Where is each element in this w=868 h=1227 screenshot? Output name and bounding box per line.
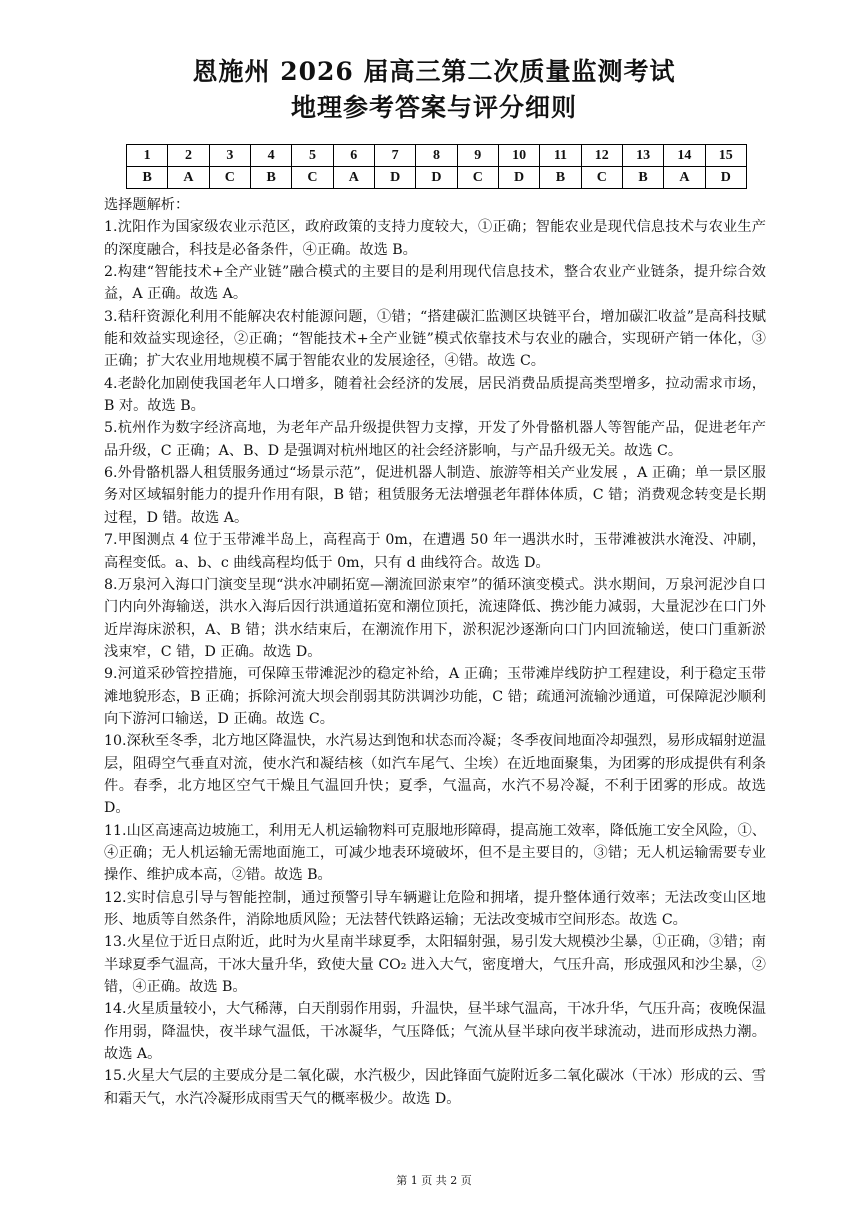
explanation-paragraph: 13.火星位于近日点附近，此时为火星南半球夏季，太阳辐射强，易引发大规模沙尘暴，①正确，③错；南半球夏季气温高，干冰大量升华，致使大量 CO₂ 进入大气，密度增大，气压升高，形成强风和沙尘暴，②错，④正确。故选 B。 xyxy=(104,934,766,996)
question-number: 8 xyxy=(416,145,457,167)
answer-letter: C xyxy=(581,167,622,189)
answer-letter: C xyxy=(292,167,333,189)
explanation-paragraph: 1.沈阳作为国家级农业示范区，政府政策的支持力度较大，①正确；智能农业是现代信息技术与农业生产的深度融合，科技是必备条件，④正确。故选 B。 xyxy=(104,219,766,258)
explanation-paragraph: 2.构建“智能技术+全产业链”融合模式的主要目的是利用现代信息技术，整合农业产业链条，提升综合效益，A 正确。故选 A。 xyxy=(104,264,766,303)
document-title: 恩施州 2026 届高三第二次质量监测考试 xyxy=(192,57,676,86)
answer-letter: D xyxy=(705,167,746,189)
answer-letter: A xyxy=(664,167,705,189)
explanation-paragraph: 4.老龄化加剧使我国老年人口增多，随着社会经济的发展，居民消费品质提高类型增多，拉动需求市场，B 对。故选 B。 xyxy=(104,375,766,415)
answer-letter: C xyxy=(457,167,498,189)
question-number: 5 xyxy=(292,145,333,167)
question-number: 12 xyxy=(581,145,622,167)
question-number: 15 xyxy=(705,145,746,167)
question-number: 14 xyxy=(664,145,705,167)
question-number: 10 xyxy=(498,145,539,167)
explanation-paragraph: 9.河道采砂管控措施，可保障玉带滩泥沙的稳定补给，A 正确；玉带滩岸线防护工程建设，利于稳定玉带滩地貌形态，B 正确；拆除河流大坝会削弱其防洪调沙功能，C 错；疏通河流输沙通道，可保障泥沙顺利向下游河口输送，D 正确。故选 C。 xyxy=(104,666,766,727)
explanation-paragraph: 7.甲图测点 4 位于玉带滩半岛上，高程高于 0m，在遭遇 50 年一遇洪水时，玉带滩被洪水淹没、冲刷，高程变低。a、b、c 曲线高程均低于 0m，只有 d 曲线符合。故选 D。 xyxy=(104,532,766,571)
explanation-paragraph: 6.外骨骼机器人租赁服务通过“场景示范”，促进机器人制造、旅游等相关产业发展 ，A 正确；单一景区服务对区域辐射能力的提升作用有限，B 错；租赁服务无法增强老年群体体质，C 错；消费观念转变是长期过程，D 错。故选 A。 xyxy=(104,465,766,526)
question-number-row xyxy=(127,145,747,167)
explanation-paragraph: 12.实时信息引导与智能控制，通过预警引导车辆避让危险和拥堵，提升整体通行效率；无法改变山区地形、地质等自然条件，消除地质风险；无法替代铁路运输；无法改变城市空间形态。故选 C。 xyxy=(104,889,766,928)
answer-letter: B xyxy=(540,167,581,189)
page-footer: 第 1 页 共 2 页 xyxy=(396,1174,472,1187)
explanation-paragraph: 5.杭州作为数字经济高地，为老年产品升级提供智力支撑，开发了外骨骼机器人等智能产品，促进老年产品升级，C 正确；A、B、D 是强调对杭州地区的社会经济影响，与产品升级无关。故选 C。 xyxy=(104,420,766,459)
answer-letter: D xyxy=(374,167,415,189)
question-number: 9 xyxy=(457,145,498,167)
answer-key-table xyxy=(126,144,747,189)
question-number: 2 xyxy=(168,145,209,167)
answer-letter: B xyxy=(622,167,663,189)
explanation-paragraph: 14.火星质量较小，大气稀薄，白天削弱作用弱，升温快，昼半球气温高，干冰升华，气压升高；夜晚保温作用弱，降温快，夜半球气温低，干冰凝华，气压降低；气流从昼半球向夜半球流动，进而形成热力潮。故选 A。 xyxy=(104,1001,766,1063)
answer-letter: A xyxy=(168,167,209,189)
explanation-paragraph: 15.火星大气层的主要成分是二氧化碳，水汽极少，因此锋面气旋附近多二氧化碳冰（干冰）形成的云、雪和霜天气，水汽冷凝形成雨雪天气的概率极少。故选 D。 xyxy=(104,1068,766,1107)
answer-letter: A xyxy=(333,167,374,189)
answer-letter: D xyxy=(416,167,457,189)
answer-letter: D xyxy=(498,167,539,189)
answer-letter: C xyxy=(209,167,250,189)
answer-letter: B xyxy=(250,167,291,189)
question-number: 13 xyxy=(622,145,663,167)
question-number: 4 xyxy=(250,145,291,167)
explanation-paragraph: 8.万泉河入海口门演变呈现“洪水冲刷拓宽—潮流回淤束窄”的循环演变模式。洪水期间，万泉河泥沙自口门内向外海输送，洪水入海后因行洪通道拓宽和潮位顶托，流速降低、携沙能力减弱，大量泥沙在口门外近岸海床淤积，A、B 错；洪水结束后，在潮流作用下，淤积泥沙逐渐向口门内回流输送，使口门重新淤浅束窄，C 错，D 正确。故选 D。 xyxy=(104,576,766,660)
explanation-paragraph: 11.山区高速高边坡施工，利用无人机运输物料可克服地形障碍，提高施工效率，降低施工安全风险，①、④正确；无人机运输无需地面施工，可减少地表环境破坏，但不是主要目的，③错；无人机运输需要专业操作、维护成本高，②错。故选 B。 xyxy=(104,822,766,884)
question-number: 1 xyxy=(127,145,168,167)
explanations-section xyxy=(104,194,766,1110)
explanation-paragraph: 10.深秋至冬季，北方地区降温快，水汽易达到饱和状态而冷凝；冬季夜间地面冷却强烈，易形成辐射逆温层，阻碍空气垂直对流，使水汽和凝结核（如汽车尾气、尘埃）在近地面聚集，为团雾的形成提供有利条件。春季，北方地区空气干燥且气温回升快；夏季，气温高，水汽不易冷凝，不利于团雾的形成。故选 D。 xyxy=(104,733,766,817)
answer-letter-row xyxy=(127,167,747,189)
question-number: 3 xyxy=(209,145,250,167)
explanation-paragraph: 3.秸秆资源化利用不能解决农村能源问题，①错；“搭建碳汇监测区块链平台，增加碳汇收益”是高科技赋能和效益实现途径，②正确；“智能技术+全产业链”模式依靠技术与农业的融合，实现研产销一体化，③正确；扩大农业用地规模不属于智能农业的发展途径，④错。故选 C。 xyxy=(104,308,766,370)
question-number: 11 xyxy=(540,145,581,167)
question-number: 7 xyxy=(374,145,415,167)
section-label: 选择题解析： xyxy=(104,197,190,213)
question-number: 6 xyxy=(333,145,374,167)
document-subtitle: 地理参考答案与评分细则 xyxy=(290,93,577,122)
answer-letter: B xyxy=(127,167,168,189)
